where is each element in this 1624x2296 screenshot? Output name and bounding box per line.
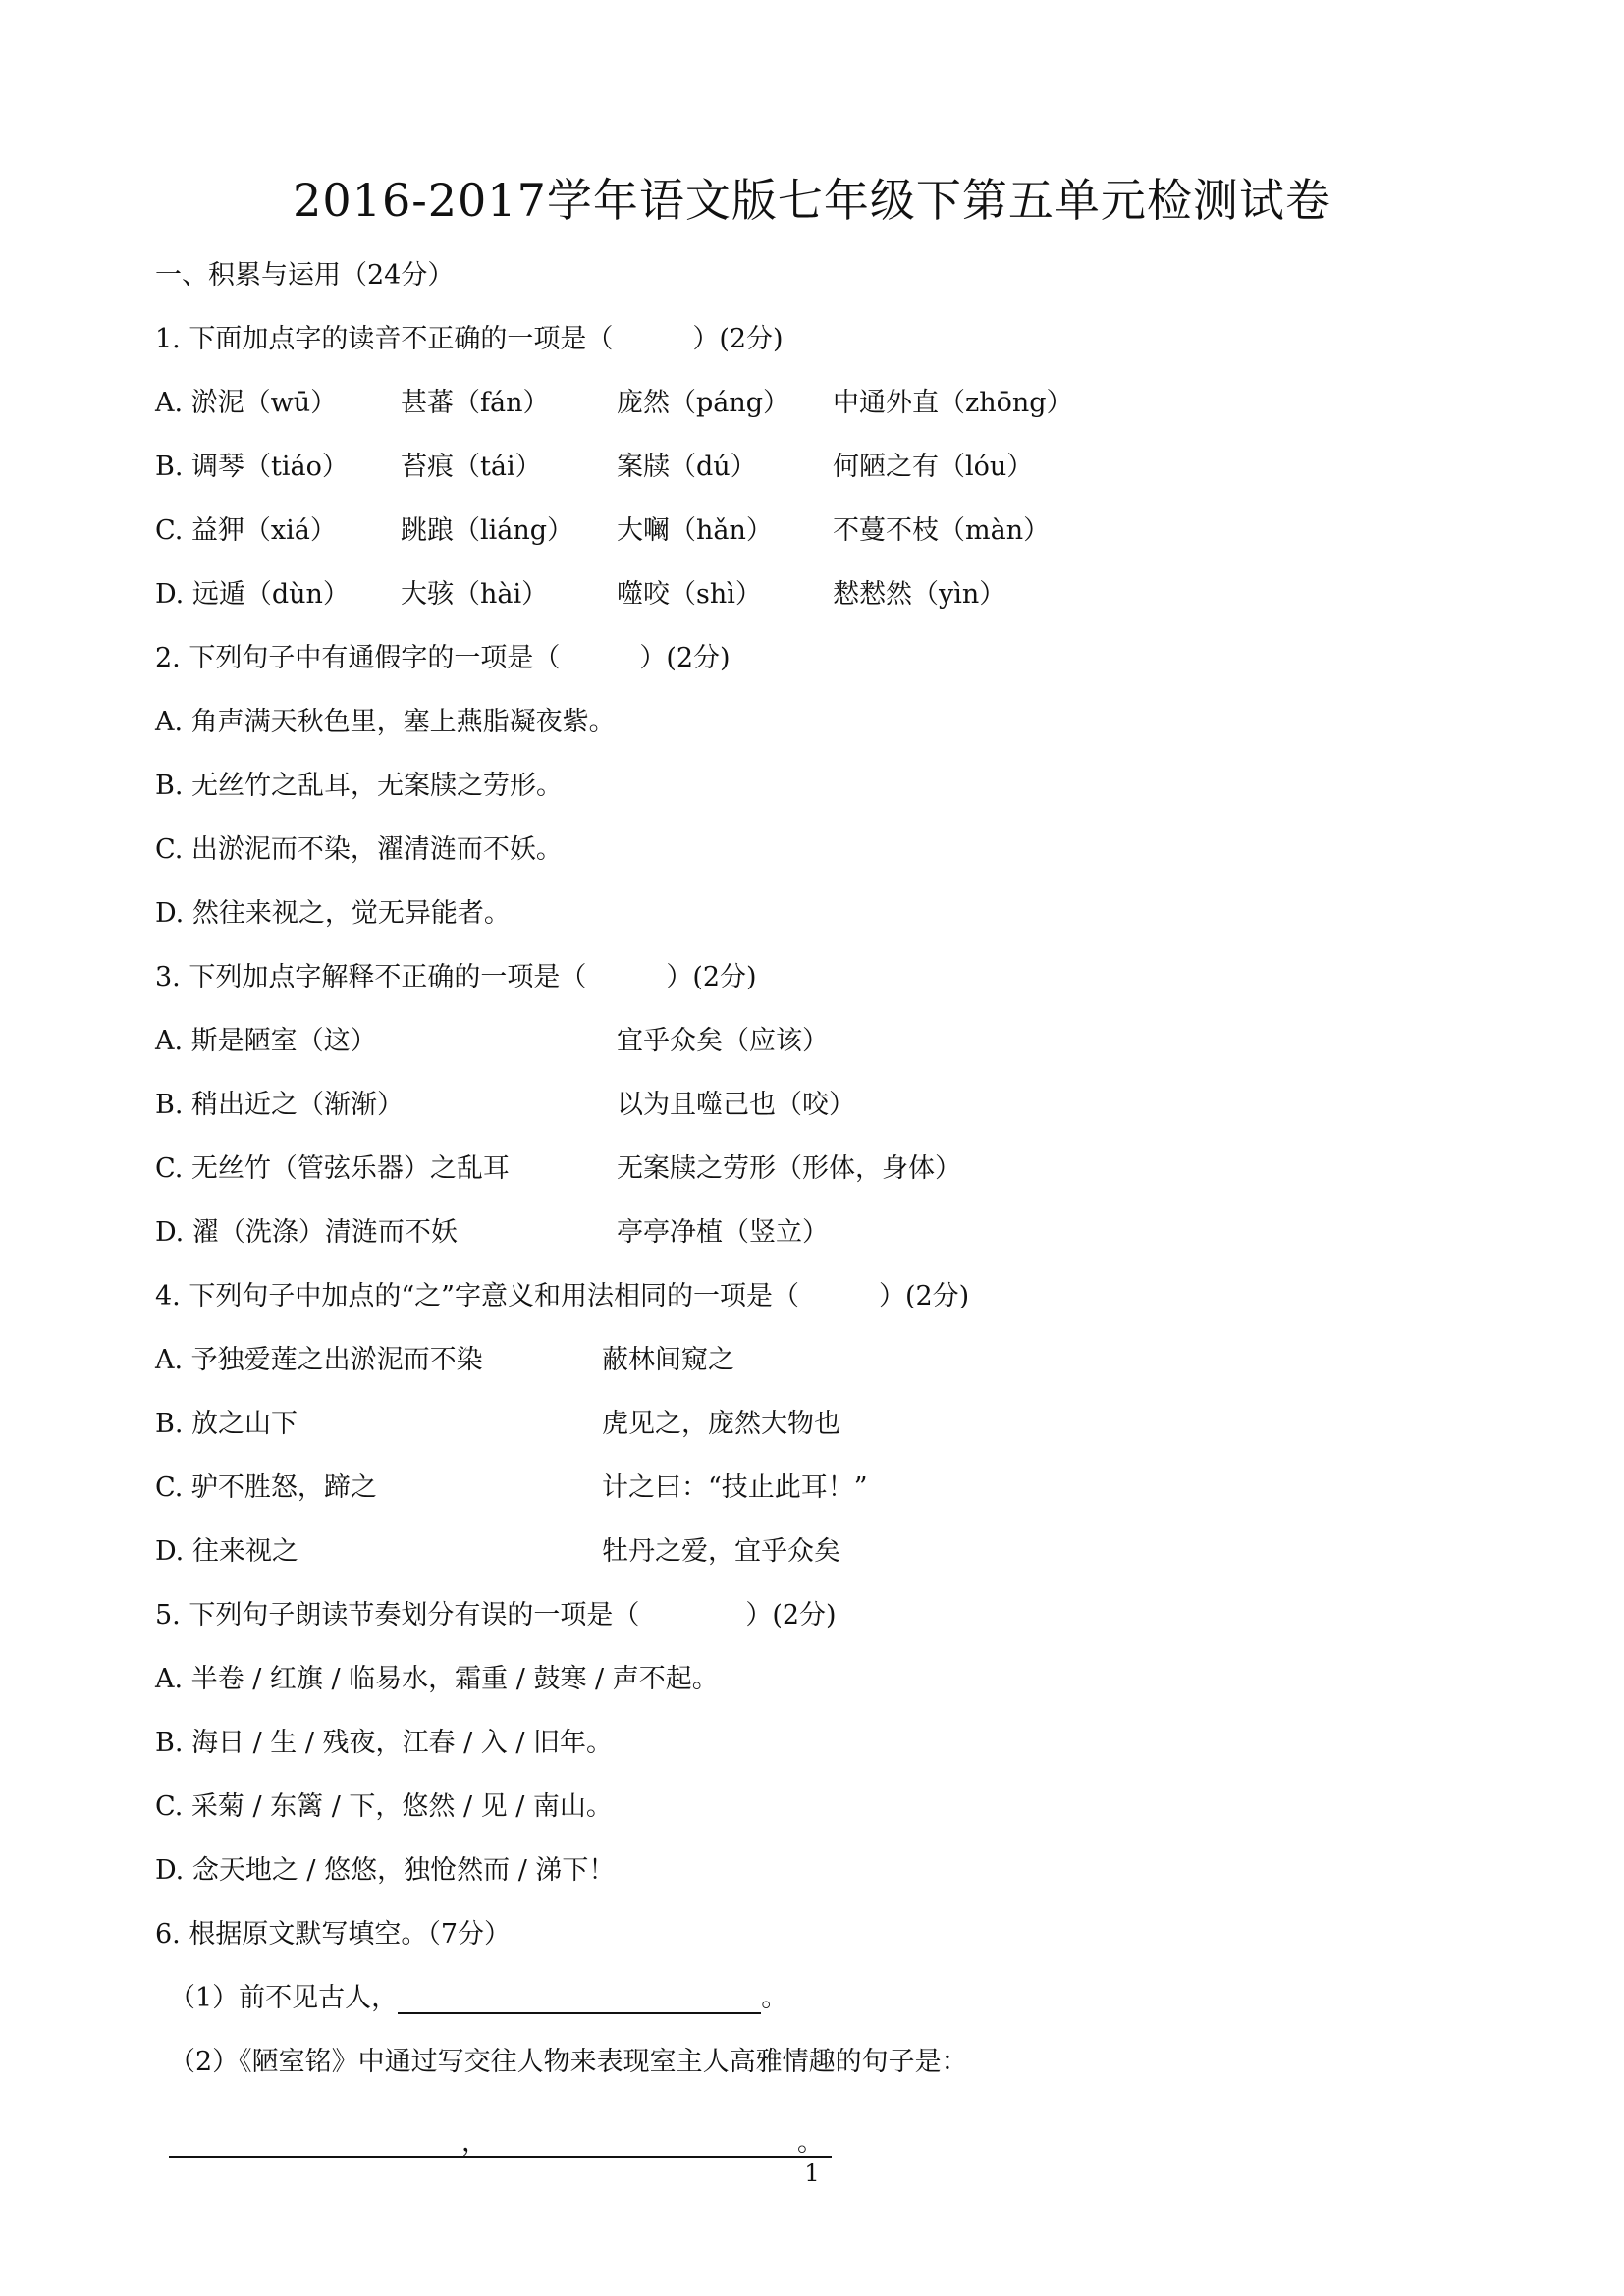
question-3-stem: 3. 下列加点字解释不正确的一项是（ ）(2分)	[155, 962, 757, 992]
option-text: 无案牍之劳形（形体，身体）	[617, 1153, 961, 1184]
option-text: 苔痕（tái）	[401, 452, 542, 482]
question-2-option: C. 出淤泥而不染，濯清涟而不妖。	[155, 834, 563, 865]
section-heading: 一、积累与运用（24分）	[155, 260, 455, 291]
page-title: 2016-2017学年语文版七年级下第五单元检测试卷	[293, 174, 1331, 227]
question-2-option: B. 无丝竹之乱耳，无案牍之劳形。	[155, 771, 564, 801]
question-6-stem: 6. 根据原文默写填空。（7分）	[155, 1919, 512, 1949]
question-1-stem: 1. 下面加点字的读音不正确的一项是（ ）(2分)	[155, 324, 784, 354]
option-text: B. 放之山下	[155, 1409, 298, 1439]
option-text: C. 无丝竹（管弦乐器）之乱耳	[155, 1153, 510, 1184]
blank-comma: ，	[461, 2127, 488, 2158]
option-text: D. 濯（洗涤）清涟而不妖	[155, 1217, 458, 1248]
blank-period: 。	[797, 2127, 824, 2158]
answer-blank-1[interactable]	[398, 1987, 761, 2014]
option-text: A. 斯是陋室（这）	[155, 1026, 377, 1056]
option-text: 虎见之，庞然大物也	[602, 1409, 840, 1439]
item-1-prefix: （1）前不见古人，	[169, 1983, 399, 2013]
question-2-option: D. 然往来视之，觉无异能者。	[155, 898, 511, 929]
option-text: B. 稍出近之（渐渐）	[155, 1090, 405, 1120]
option-text: 不蔓不枝（màn）	[833, 515, 1051, 546]
question-4-stem: 4. 下列句子中加点的“之”字意义和用法相同的一项是（ ）(2分)	[155, 1281, 970, 1311]
question-5-option: D. 念天地之 / 悠悠，独怆然而 / 涕下！	[155, 1855, 616, 1886]
option-text: 大骇（hài）	[401, 579, 549, 610]
question-5-stem: 5. 下列句子朗读节奏划分有误的一项是（ ）(2分)	[155, 1600, 837, 1630]
page-number: 1	[804, 2160, 820, 2187]
question-5-option: A. 半卷 / 红旗 / 临易水，霜重 / 鼓寒 / 声不起。	[155, 1664, 719, 1694]
option-text: 庞然（páng）	[617, 388, 790, 418]
option-text: 亭亭净植（竖立）	[617, 1217, 829, 1248]
question-5-option: C. 采菊 / 东篱 / 下，悠然 / 见 / 南山。	[155, 1791, 613, 1822]
option-text: 噬咬（shì）	[617, 579, 762, 610]
option-text: 牡丹之爱，宜乎众矣	[602, 1536, 840, 1567]
option-text: 慭慭然（yìn）	[833, 579, 1006, 610]
option-text: D. 远遁（dùn）	[155, 579, 350, 610]
item-1-suffix: 。	[761, 1983, 788, 2013]
option-text: D. 往来视之	[155, 1536, 298, 1567]
option-text: 计之曰：“技止此耳！”	[602, 1472, 868, 1503]
option-text: 跳踉（liáng）	[401, 515, 574, 546]
option-text: 宜乎众矣（应该）	[617, 1026, 829, 1056]
option-text: A. 予独爱莲之出淤泥而不染	[155, 1345, 483, 1375]
option-text: 蔽林间窥之	[602, 1345, 734, 1375]
question-2-option: A. 角声满天秋色里，塞上燕脂凝夜紫。	[155, 707, 616, 737]
option-text: C. 驴不胜怒，蹄之	[155, 1472, 377, 1503]
question-5-option: B. 海日 / 生 / 残夜，江春 / 入 / 旧年。	[155, 1728, 614, 1758]
option-text: B. 调琴（tiáo）	[155, 452, 349, 482]
question-6-item-2: （2）《陋室铭》中通过写交往人物来表现室主人高雅情趣的句子是：	[169, 2047, 968, 2077]
option-text: 何陋之有（lóu）	[833, 452, 1034, 482]
option-text: 大㘎（hǎn）	[617, 515, 773, 546]
option-text: 甚蕃（fán）	[401, 388, 550, 418]
question-6-item-1	[169, 1983, 787, 2014]
option-text: A. 淤泥（wū）	[155, 388, 338, 418]
option-text: 中通外直（zhōng）	[833, 388, 1073, 418]
option-text: 以为且噬己也（咬）	[617, 1090, 855, 1120]
answer-blank-2[interactable]	[169, 2120, 832, 2158]
option-text: 案牍（dú）	[617, 452, 757, 482]
question-2-stem: 2. 下列句子中有通假字的一项是（ ）(2分)	[155, 643, 731, 673]
option-text: C. 益狎（xiá）	[155, 515, 337, 546]
